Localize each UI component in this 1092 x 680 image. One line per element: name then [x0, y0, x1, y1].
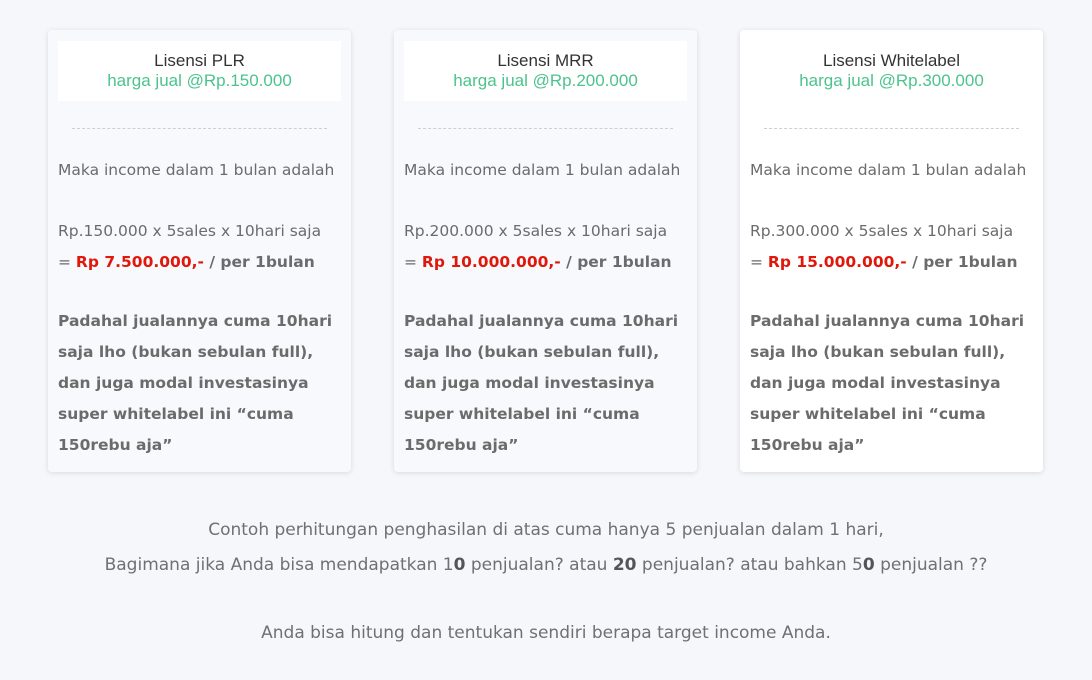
equals-sign: =: [404, 253, 422, 271]
pricing-card-whitelabel: [740, 30, 1043, 472]
equals-sign: =: [750, 253, 768, 271]
card-header: [750, 41, 1033, 101]
income-intro: Maka income dalam 1 bulan adalah: [750, 161, 1027, 179]
card-price: harga jual @Rp.200.000: [453, 71, 638, 90]
card-header: [58, 41, 341, 101]
question-part: penjualan ??: [874, 555, 988, 575]
income-total-line: [750, 253, 1018, 271]
example-note: Contoh perhitungan penghasilan di atas cuma hanya 5 penjualan dalam 1 hari,: [208, 520, 884, 540]
card-title: Lisensi MRR: [497, 51, 594, 70]
card-description: Padahal jualannya cuma 10hari saja lho (bukan sebulan full), dan juga modal investasinya super whitelabel ini “cuma 150rebu aja”: [404, 312, 679, 454]
sales-question: [0, 555, 1092, 575]
income-intro: Maka income dalam 1 bulan adalah: [404, 161, 681, 179]
card-header: [404, 41, 687, 101]
equals-sign: =: [58, 253, 76, 271]
income-intro: Maka income dalam 1 bulan adalah: [58, 161, 335, 179]
income-total: Rp 15.000.000,-: [767, 253, 907, 271]
question-emphasis: 0: [453, 555, 466, 575]
income-total-line: [404, 253, 672, 271]
card-description: Padahal jualannya cuma 10hari saja lho (bukan sebulan full), dan juga modal investasinya super whitelabel ini “cuma 150rebu aja”: [750, 312, 1025, 454]
card-title: Lisensi Whitelabel: [822, 51, 960, 70]
question-part: Bagimana jika Anda bisa mendapatkan 1: [104, 555, 454, 575]
question-emphasis: 20: [612, 555, 637, 575]
divider: [418, 128, 673, 129]
divider: [764, 128, 1019, 129]
card-price: harga jual @Rp.300.000: [799, 71, 984, 90]
card-description: Padahal jualannya cuma 10hari saja lho (bukan sebulan full), dan juga modal investasinya super whitelabel ini “cuma 150rebu aja”: [58, 312, 333, 454]
card-title: Lisensi PLR: [154, 51, 245, 70]
divider: [72, 128, 327, 129]
income-total: Rp 7.500.000,-: [75, 253, 204, 271]
per-month-label: / per 1bulan: [906, 253, 1018, 271]
income-total-line: [58, 253, 315, 271]
question-part: penjualan? atau bahkan 5: [636, 555, 863, 575]
pricing-card-plr: [48, 30, 351, 472]
target-income-note: Anda bisa hitung dan tentukan sendiri berapa target income Anda.: [261, 623, 831, 643]
income-calculation: Rp.150.000 x 5sales x 10hari saja: [58, 222, 322, 240]
card-price: harga jual @Rp.150.000: [107, 71, 292, 90]
income-calculation: Rp.300.000 x 5sales x 10hari saja: [750, 222, 1014, 240]
income-calculation: Rp.200.000 x 5sales x 10hari saja: [404, 222, 668, 240]
question-emphasis: 0: [862, 555, 875, 575]
per-month-label: / per 1bulan: [560, 253, 672, 271]
per-month-label: / per 1bulan: [203, 253, 315, 271]
pricing-card-mrr: [394, 30, 697, 472]
question-part: penjualan? atau: [465, 555, 613, 575]
income-total: Rp 10.000.000,-: [421, 253, 561, 271]
